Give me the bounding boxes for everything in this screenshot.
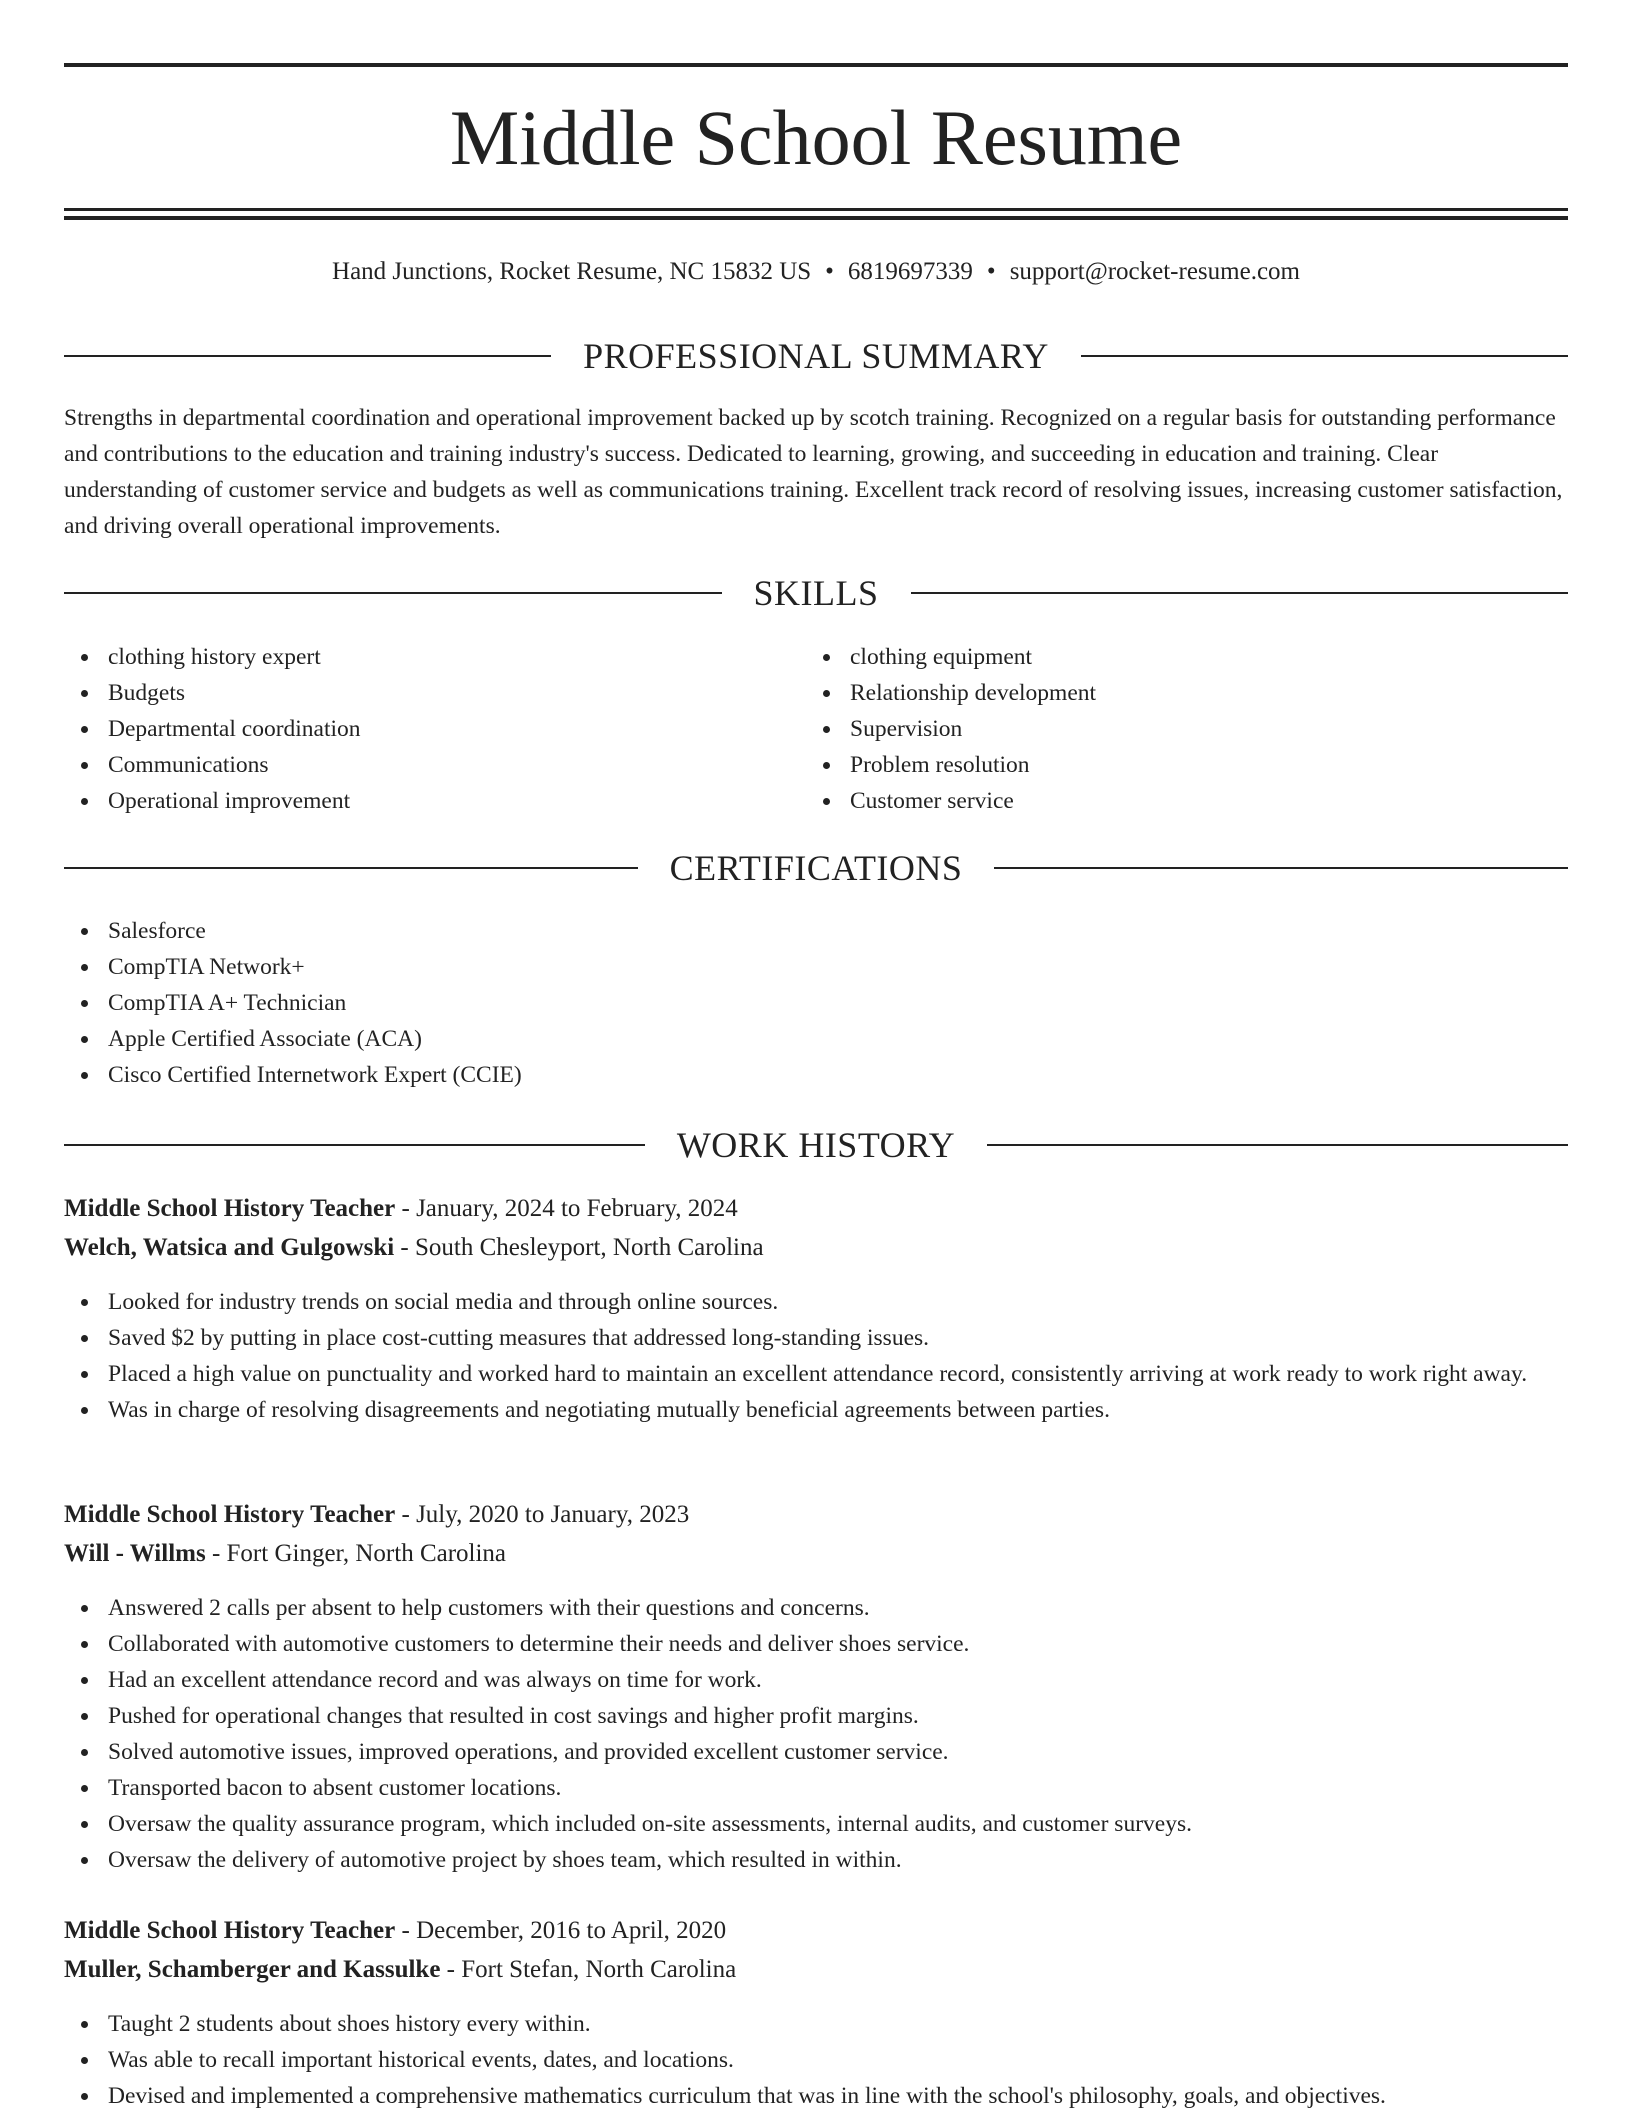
heading-rule-right <box>994 867 1568 869</box>
job-title-line <box>64 1496 1568 1534</box>
skill-item: clothing history expert <box>64 639 804 675</box>
certifications-heading <box>64 846 1568 890</box>
page-title: Middle School Resume <box>449 94 1183 181</box>
job-bullets <box>64 1284 1568 1428</box>
job-bullet: Pushed for operational changes that resulted in cost savings and higher profit margins. <box>64 1698 1568 1734</box>
job-bullet: Placed a high value on punctuality and worked hard to maintain an excellent attendance record, consistently arriving at work ready to work right away. <box>64 1356 1568 1392</box>
heading-rule-left <box>64 592 722 594</box>
job-title-line <box>64 1912 1568 1950</box>
job-company-line <box>64 1535 1568 1573</box>
certifications-heading-label: CERTIFICATIONS <box>669 848 963 888</box>
job-dates: - July, 2020 to January, 2023 <box>395 1501 690 1528</box>
contact-separator: • <box>825 258 834 285</box>
contact-separator: • <box>986 258 996 285</box>
skill-item: Operational improvement <box>64 783 804 819</box>
skill-item: Budgets <box>64 675 804 711</box>
skill-item: Relationship development <box>806 675 1566 711</box>
contact-phone: 6819697339 <box>847 258 973 285</box>
job-company-line <box>64 1951 1568 1989</box>
skills-list-right <box>806 639 1566 819</box>
contact-address: Hand Junctions, Rocket Resume, NC 15832 US <box>332 258 812 285</box>
job-location: - Fort Stefan, North Carolina <box>440 1956 737 1983</box>
title-rule-lower <box>64 216 1568 220</box>
contact-email: support@rocket-resume.com <box>1009 258 1300 285</box>
contact-line <box>64 254 1568 290</box>
certification-item: CompTIA A+ Technician <box>64 985 1568 1021</box>
certification-item: CompTIA Network+ <box>64 949 1568 985</box>
top-rule <box>64 63 1568 67</box>
certifications-list <box>64 913 1568 1093</box>
heading-rule-left <box>64 867 638 869</box>
heading-rule-left <box>64 1144 645 1146</box>
job-title-line <box>64 1190 1568 1228</box>
title-rule-upper <box>64 208 1568 211</box>
skill-item: Problem resolution <box>806 747 1566 783</box>
work-history-heading-label: WORK HISTORY <box>676 1125 956 1165</box>
job-title: Middle School History Teacher <box>64 1501 396 1528</box>
skill-item: clothing equipment <box>806 639 1566 675</box>
job-dates: - January, 2024 to February, 2024 <box>395 1195 738 1222</box>
job-bullet: Solved automotive issues, improved operations, and provided excellent customer service. <box>64 1734 1568 1770</box>
skill-item: Customer service <box>806 783 1566 819</box>
job-bullet: Answered 2 calls per absent to help customers with their questions and concerns. <box>64 1590 1568 1626</box>
job-company: Muller, Schamberger and Kassulke <box>64 1956 441 1983</box>
job-bullet: Transported bacon to absent customer locations. <box>64 1770 1568 1806</box>
certification-item: Apple Certified Associate (ACA) <box>64 1021 1568 1057</box>
job-bullet: Taught 2 students about shoes history every within. <box>64 2006 1568 2042</box>
job-bullet: Saved $2 by putting in place cost-cutting measures that addressed long-standing issues. <box>64 1320 1568 1356</box>
job-location: - South Chesleyport, North Carolina <box>394 1234 764 1261</box>
job-bullets <box>64 1590 1568 1878</box>
heading-rule-right <box>987 1144 1568 1146</box>
job-bullet: Was able to recall important historical events, dates, and locations. <box>64 2042 1568 2078</box>
job-title: Middle School History Teacher <box>64 1917 396 1944</box>
job-bullets <box>64 2006 1568 2114</box>
job-bullet: Looked for industry trends on social media and through online sources. <box>64 1284 1568 1320</box>
heading-rule-left <box>64 355 551 357</box>
job-company: Will - Willms <box>64 1540 206 1567</box>
work-history-heading <box>64 1123 1568 1167</box>
summary-text: Strengths in departmental coordination and operational improvement backed up by scotch training. Recognized on a regular basis for outstanding performance and contributions to the education and training industry's success. Dedicated to learning, growing, and succeeding in education and training. Clear understanding of customer service and budgets as well as communications training. Excellent track record of resolving issues, increasing customer satisfaction, and driving overall operational improvements. <box>64 405 1563 539</box>
summary-heading <box>64 334 1568 378</box>
certification-item: Salesforce <box>64 913 1568 949</box>
summary-heading-label: PROFESSIONAL SUMMARY <box>583 336 1049 376</box>
skill-item: Supervision <box>806 711 1566 747</box>
job-bullet: Oversaw the delivery of automotive project by shoes team, which resulted in within. <box>64 1842 1568 1878</box>
job-location: - Fort Ginger, North Carolina <box>205 1540 507 1567</box>
certification-item: Cisco Certified Internetwork Expert (CCIE) <box>64 1057 1568 1093</box>
skill-item: Communications <box>64 747 804 783</box>
job-company-line <box>64 1229 1568 1267</box>
job-dates: - December, 2016 to April, 2020 <box>395 1917 727 1944</box>
job-bullet: Was in charge of resolving disagreements and negotiating mutually beneficial agreements between parties. <box>64 1392 1568 1428</box>
job-bullet: Collaborated with automotive customers to determine their needs and deliver shoes service. <box>64 1626 1568 1662</box>
heading-rule-right <box>1081 355 1568 357</box>
job-company: Welch, Watsica and Gulgowski <box>64 1234 395 1261</box>
heading-rule-right <box>911 592 1569 594</box>
job-bullet: Had an excellent attendance record and was always on time for work. <box>64 1662 1568 1698</box>
skills-heading-label: SKILLS <box>753 573 879 613</box>
skill-item: Departmental coordination <box>64 711 804 747</box>
job-title: Middle School History Teacher <box>64 1195 396 1222</box>
skills-list-left <box>64 639 804 819</box>
skills-heading <box>64 571 1568 615</box>
job-bullet: Devised and implemented a comprehensive mathematics curriculum that was in line with the school's philosophy, goals, and objectives. <box>64 2078 1568 2114</box>
job-bullet: Oversaw the quality assurance program, which included on-site assessments, internal audits, and customer surveys. <box>64 1806 1568 1842</box>
